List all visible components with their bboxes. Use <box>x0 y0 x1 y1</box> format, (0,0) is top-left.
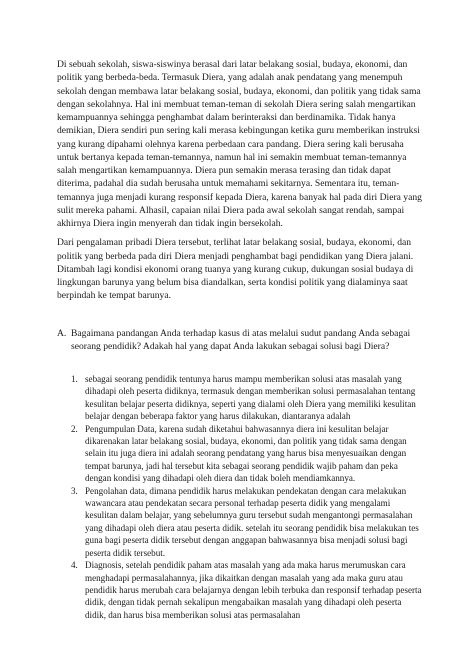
answer-item-4 <box>57 559 422 621</box>
case-paragraph-2: Dari pengalaman pribadi Diera tersebut, terlihat latar belakang sosial, budaya, ekonomi, dan politik yang berbeda pada diri Diera menjadi penghambat bagi pendidikan yang Diera jalani. Ditambah lagi kondisi ekonomi orang tuanya yang kurang cukup, dukungan sosial budaya di lingkungan barunya yang belum bisa diandalkan, serta kondisi politik yang dialaminya saat berpindah ke tempat barunya. <box>57 237 414 302</box>
answer-item-1 <box>57 373 422 423</box>
answer-item-2 <box>57 423 422 485</box>
question-text: Bagaimana pandangan Anda terhadap kasus di atas melalui sudut pandang Anda sebagai seorang pendidik? Adakah hal yang dapat Anda lakukan sebagai solusi bagi Diera? <box>71 327 411 352</box>
answer-text: Diagnosis, setelah pendidik paham atas masalah yang ada maka harus merumuskan cara menghadapi permasalahannya, jika dikaitkan dengan masalah yang ada maka guru atau pendidik harus merubah cara belajarnya dengan lebih terbuka dan responsif terhadap peserta didik, dengan tidak pernah sekalipun mengabaikan masalah yang dihadapi oleh peserta didik, dan harus bisa memberikan solusi atas permasalahan <box>85 560 422 620</box>
answer-number: 3. <box>71 485 78 496</box>
question-label: A. <box>57 327 67 339</box>
answer-item-3 <box>57 485 422 559</box>
answer-text: Pengolahan data, dimana pendidik harus melakukan pendekatan dengan cara melakukan wawancara atau pendekatan secara personal terhadap peserta didik yang mengalami kesulitan dalam belajar, yang sebelumnya guru tersebut sudah mengantongi permasalahan yang dihadapi oleh diera atau peserta didik. setelah itu seorang pendidik bisa melakukan tes guna bagi peserta didik tersebut dengan anggapan bahwasannya bisa menjadi solusi bagi peserta didik tersebut. <box>85 485 419 558</box>
case-paragraph-1: Di sebuah sekolah, siswa-siswinya berasal dari latar belakang sosial, budaya, ekonomi, dan politik yang berbeda-beda. Termasuk Diera, yang adalah anak pendatang yang menempuh sekolah dengan membawa latar belakang sosial, budaya, ekonomi, dan politik yang tidak sama dengan sekolahnya. Hal ini membuat teman-teman di sekolah Diera sering salah mengartikan kemampuannya sehingga penghambat dalam berinteraksi dan berdinamika. Tidak hanya demikian, Diera sendiri pun sering kali merasa kebingungan ketika guru memberikan instruksi yang kurang dipahami olehnya karena perbedaan cara pandang. Diera sering kali berusaha untuk bertanya kepada teman-temannya, namun hal ini semakin membuat teman-temannya salah mengartikan kemampuannya. Diera pun semakin merasa terasing dan tidak dapat diterima, padahal dia sudah berusaha untuk memahami sekitarnya. Sementara itu, teman-temannya juga menjadi kurang responsif kepada Diera, karena banyak hal pada diri Diera yang sulit mereka pahami. Alhasil, capaian nilai Diera pada awal sekolah sangat rendah, sampai akhirnya Diera ingin menyerah dan tidak ingin bersekolah. <box>57 59 422 229</box>
answer-number: 4. <box>71 560 78 571</box>
answer-number: 1. <box>71 374 78 384</box>
answer-text: sebagai seorang pendidik tentunya harus mampu memberikan solusi atas masalah yang dihadapi oleh peserta didiknya, termasuk dengan memberikan solusi permasalahan tentang kesulitan belajar peserta didiknya, seperti yang dialami oleh Diera yang memiliki kesulitan belajar dengan beberapa faktor yang harus dilakukan, diantaranya adalah <box>85 374 416 422</box>
answer-number: 2. <box>71 423 78 434</box>
answer-list <box>57 373 422 621</box>
answer-text: Pengumpulan Data, karena sudah diketahui bahwasannya diera ini kesulitan belajar dikarenakan latar belakang sosial, budaya, ekonomi, dan politik yang tidak sama dengan selain itu juga diera ini adalah seorang pendatang yang harus bisa menyesuaikan dengan tempat barunya, jadi hal tersebut kita sebagai seorang pendidik wajib paham dan peka dengan kondisi yang dihadapi oleh diera dan tidak boleh mendiamkannya. <box>85 423 407 484</box>
question-a <box>57 327 422 354</box>
